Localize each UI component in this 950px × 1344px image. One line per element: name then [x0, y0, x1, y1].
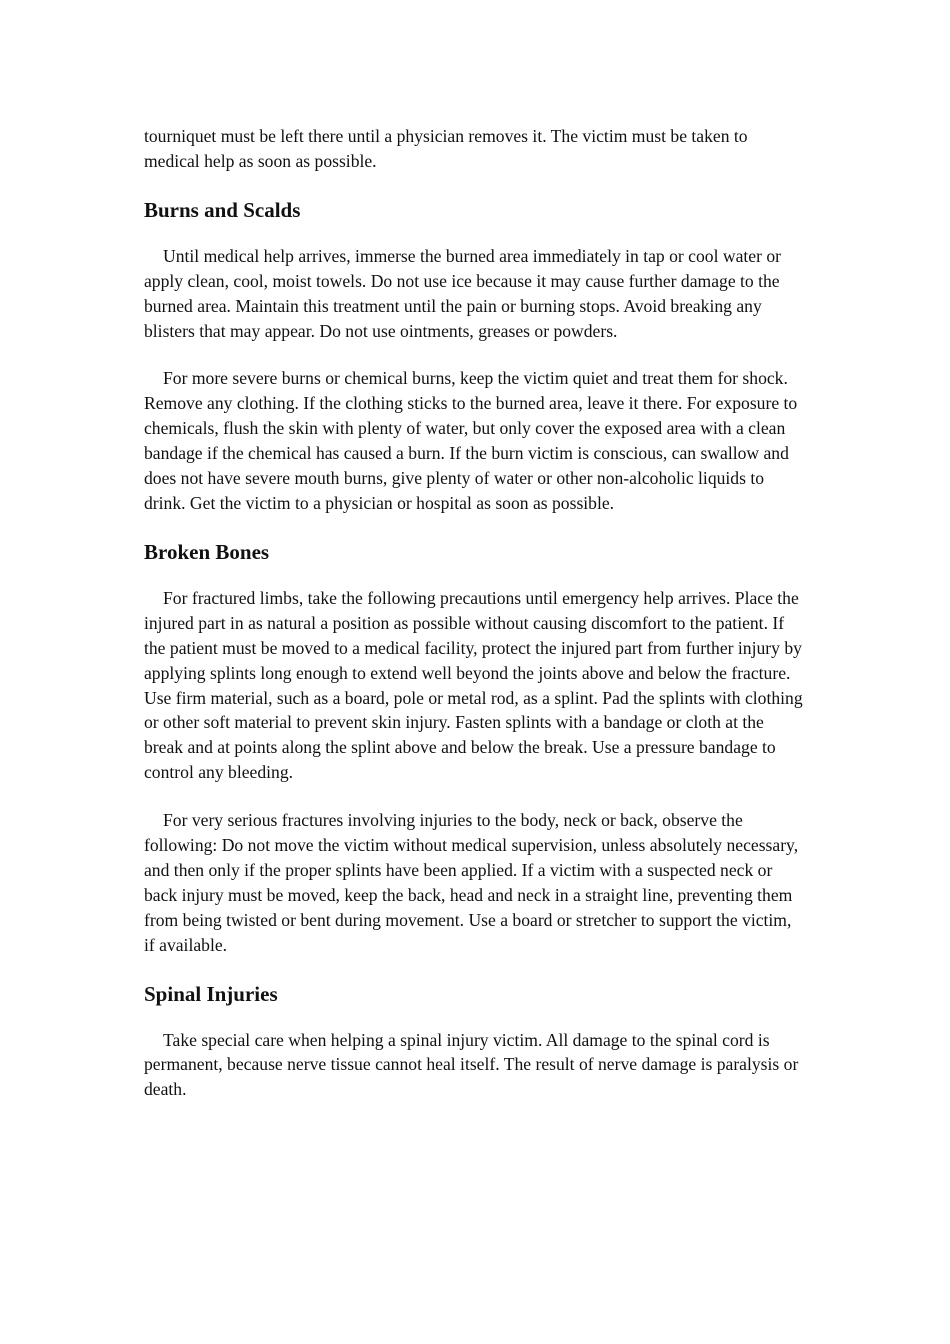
burns-paragraph-1: Until medical help arrives, immerse the burned area immediately in tap or cool water or apply clean, cool, moist towels. Do not use ice because it may cause further damage to the burned area. Maintain this treatment until the pain or burning stops. Avoid breaking any blisters that may appear. Do not use ointments, greases or powders. — [144, 245, 781, 341]
burns-paragraph-2: For more severe burns or chemical burns, keep the victim quiet and treat them for shock. Remove any clothing. If the clothing sticks to the burned area, leave it there. For exposure to chemicals, flush the skin with plenty of water, but only cover the exposed area with a clean bandage if the chemical has caused a burn. If the burn victim is conscious, can swallow and does not have severe mouth burns, give plenty of water or other non-alcoholic liquids to drink. Get the victim to a physician or hospital as soon as possible. — [144, 368, 798, 513]
section-heading-broken-bones: Broken Bones — [144, 539, 270, 564]
document-page — [144, 124, 806, 1125]
section-heading-burns-and-scalds: Burns and Scalds — [144, 197, 301, 222]
intro-paragraph: tourniquet must be left there until a physician removes it. The victim must be taken to medical help as soon as possible. — [144, 126, 748, 171]
broken-bones-paragraph-1: For fractured limbs, take the following precautions until emergency help arrives. Place the injured part in as natural a position as possible without causing discomfort to the patient. If the patient must be moved to a medical facility, protect the injured part from further injury by applying splints long enough to extend well beyond the joints above and below the fracture. Use firm material, such as a board, pole or metal rod, as a splint. Pad the splints with clothing or other soft material to prevent skin injury. Fasten splints with a bandage or cloth at the break and at points along the splint above and below the break. Use a pressure bandage to control any bleeding. — [144, 587, 803, 783]
broken-bones-paragraph-2: For very serious fractures involving injuries to the body, neck or back, observe the following: Do not move the victim without medical supervision, unless absolutely necessary, and then only if the proper splints have been applied. If a victim with a suspected neck or back injury must be moved, keep the back, head and neck in a straight line, preventing them from being twisted or bent during movement. Use a board or stretcher to support the victim, if available. — [144, 810, 799, 955]
section-heading-spinal-injuries: Spinal Injuries — [144, 981, 278, 1006]
spinal-injuries-paragraph-1: Take special care when helping a spinal injury victim. All damage to the spinal cord is permanent, because nerve tissue cannot heal itself. The result of nerve damage is paralysis or death. — [144, 1029, 799, 1100]
